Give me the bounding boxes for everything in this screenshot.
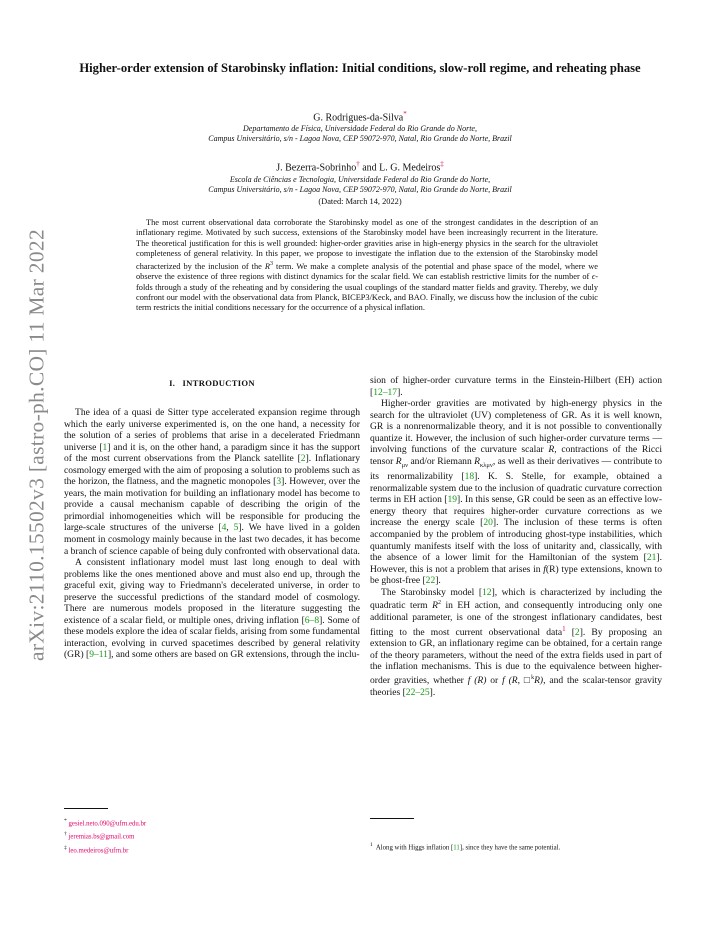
- author-name: G. Rodrigues-da-Silva: [313, 112, 404, 124]
- citation-link[interactable]: 2: [574, 626, 580, 638]
- citation-link[interactable]: 20: [483, 517, 493, 529]
- citation-link[interactable]: 9–11: [89, 649, 108, 661]
- abstract-text: -folds through a study of the reheating and by considering the usual couplings of the standard matter fields and gravity. Thereby, we duly confront our model with the observational data from Planck, BICEP3/Keck, and BAO. Finally, we discuss how the inclusion of the cubic term restricts the initial conditions necessary for the occurrence of a physical inflation.: [136, 272, 598, 313]
- paragraph: The Starobinsky model [12], which is characterized by including the quadratic term $R^2$ in EH action, and consequently introducing only one additional parameter, is one of the strongest inflationary candidates, best fitting to the most current observational data$^1$ [2]. By proposing an extension to GR, an inflationary regime can be obtained, for a certain range of the theory parameters, without the need of the extra fields used in part of the inflation mechanisms. This is due to the equivalence between higher-order gravities, whether f (R) or f (R, □$^k$R), and the scalar-tensor gravity theories [22–25].: [370, 586, 662, 698]
- footnote-marker[interactable]: 1: [562, 624, 566, 633]
- footnote-item: ‡ leo.medeiros@ufrn.br: [64, 844, 129, 854]
- footnote-marker[interactable]: ‡: [440, 160, 444, 168]
- footnote-rule: [370, 818, 414, 819]
- paragraph: Higher-order gravities are motivated by high-energy physics in the search for the ultraviolet (UV) completeness of GR. As it is well known, GR is a nonrenormalizable theory, and it is not possible to conventionally quantize it. However, the inclusion of such higher-order curvature terms — involving functions of the curvature scalar R, contractions of the Ricci tensor $R_{\mu\nu}$ and/or Riemann $R_{\kappa\lambda\mu\nu}$, as well as their derivatives — contribute to its renormalizability [18]. K. S. Stelle, for example, obtained a renormalizable system due to the inclusion of quadratic curvature correction terms in EH action [19]. In this sense, GR could be seen as an effective low-energy theory that requires higher-order curvature corrections as we increase the energy scale [20]. The inclusion of these terms is often accompanied by the problem of introducing ghost-type instabilities, which quantumly manifests itself with the loss of unitarity and, classically, with the absence of a lower limit for the Hamiltonian of the system [21]. However, this is not a problem that arises in f(R) type extensions, known to be ghost-free [22].: [370, 398, 662, 587]
- email-link[interactable]: gesiel.neto.090@ufrn.edu.br: [68, 820, 147, 828]
- paragraph: sion of higher-order curvature terms in the Einstein-Hilbert (EH) action [12–17].: [370, 375, 662, 398]
- author-footnotes: [64, 816, 284, 856]
- math-symbol: R: [264, 261, 271, 271]
- citation-link[interactable]: 21: [646, 552, 657, 564]
- footnote-marker[interactable]: †: [356, 160, 360, 168]
- affiliation-line: Departamento de Física, Universidade Federal do Rio Grande do Norte,: [243, 124, 477, 133]
- dated-line: (Dated: March 14, 2022): [318, 197, 402, 206]
- citation-link[interactable]: 1: [102, 441, 108, 453]
- affiliation-line: Campus Universitário, s/n - Lagoa Nova, CEP 59072-970, Natal, Rio Grande do Norte, Brazil: [208, 134, 512, 143]
- citation-link[interactable]: 12: [482, 586, 492, 598]
- author-name: J. Bezerra-Sobrinho: [276, 162, 357, 174]
- citation-link[interactable]: 6–8: [304, 614, 320, 626]
- citation-link[interactable]: 18: [464, 471, 475, 483]
- author-name: L. G. Medeiros: [379, 162, 441, 174]
- email-link[interactable]: leo.medeiros@ufrn.br: [68, 846, 129, 854]
- citation-link[interactable]: 19: [447, 494, 458, 506]
- email-link[interactable]: jeremias.bs@gmail.com: [68, 833, 135, 841]
- citation-link[interactable]: 2: [300, 453, 306, 465]
- footnote-item: * gesiel.neto.090@ufrn.edu.br: [64, 818, 147, 828]
- author-line-1: [60, 110, 660, 123]
- math-superscript: 3: [270, 261, 274, 268]
- text-footnote: $^1$ Along with Higgs inflation [11], since they have the same potential.: [370, 842, 561, 852]
- arxiv-stamp-text: arXiv:2110.15502v3 [astro-ph.CO] 11 Mar 2022: [24, 229, 49, 661]
- paragraph: The idea of a quasi de Sitter type accelerated expansion regime through which the early universe experimented is, on the one hand, a necessity for the solution of a series of problems that arise in a decelerated Friedmann universe [1] and it is, on the other hand, a paradigm since it has the support of the most current observations from the Planck satellite [2]. Inflationary cosmology emerged with the aim of proposing a solution to problems such as the horizon, the flatness, and the magnetic monopoles [3]. However, over the years, the main motivation for building an inflationary model has become to provide a causal mechanism capable of describing the origin of the primordial inhomogeneities which will be responsible for producing the large-scale structures of the universe [4, 5]. We have lived in a golden moment in cosmology mainly because in the last two decades, it has become a branch of science capable of being duly confronted with observational data.: [64, 407, 360, 557]
- section-heading: I. INTRODUCTION: [169, 378, 255, 388]
- abstract: [136, 218, 598, 313]
- arxiv-stamp: [22, 210, 52, 680]
- citation-link[interactable]: 3: [276, 476, 282, 488]
- paper-title: Higher-order extension of Starobinsky inflation: Initial conditions, slow-roll regime, and reheating phase: [79, 61, 641, 75]
- citation-link[interactable]: 11: [453, 844, 460, 852]
- citation-link[interactable]: 4: [221, 522, 227, 534]
- abstract-text: term. We make a complete analysis of the potential and phase space of the model, where we observe the existence of three regions with distinct dynamics for the scalar field. We can establish restrictive limits for the number of: [136, 261, 598, 282]
- footnote-rule: [64, 808, 108, 809]
- author-line-2: [60, 160, 660, 173]
- footnote-marker[interactable]: *: [403, 110, 407, 118]
- citation-link[interactable]: 5: [233, 522, 239, 534]
- right-column: [370, 375, 662, 698]
- citation-link[interactable]: 22–25: [405, 686, 430, 698]
- paragraph: A consistent inflationary model must last long enough to deal with problems like the ones mentioned above and must also end up, through the graceful exit, giving way to Friedmann's decelerated universe, in order to preserve the successful predictions of the standard model of cosmology. There are numerous models proposed in the literature suggesting the existence of a scalar field, or multiple ones, driving inflation [6–8]. Some of these models explore the idea of scalar fields, arising from some fundamental interaction, evolving in curved spacetimes described by general relativity (GR) [9–11], and some others are based on GR extensions, through the inclu-: [64, 557, 360, 661]
- affiliation-line: Campus Universitário, s/n - Lagoa Nova, CEP 59072-970, Natal, Rio Grande do Norte, Brazil: [208, 185, 512, 194]
- footnote-item: † jeremias.bs@gmail.com: [64, 831, 135, 841]
- math-symbol: ϵ: [591, 272, 596, 282]
- author-connector: and: [359, 162, 380, 174]
- citation-link[interactable]: 22: [425, 575, 436, 587]
- citation-link[interactable]: 12–17: [373, 386, 398, 398]
- abstract-text: The most current observational data corroborate the Starobinsky model as one of the strongest candidates in the description of an inflationary regime. Motivated by such success, extensions of the Starobinsky model have been increasingly recurrent in the literature. The theoretical justification for this is well grounded: higher-order gravities arise in high-energy physics in the search for the ultraviolet completeness of general relativity. In this paper, we propose to investigate the inflation due to the extension of the Starobinsky model characterized by the inclusion of the: [136, 218, 598, 271]
- affiliation-line: Escola de Ciências e Tecnologia, Universidade Federal do Rio Grande do Norte,: [229, 175, 491, 184]
- left-column: [64, 407, 360, 661]
